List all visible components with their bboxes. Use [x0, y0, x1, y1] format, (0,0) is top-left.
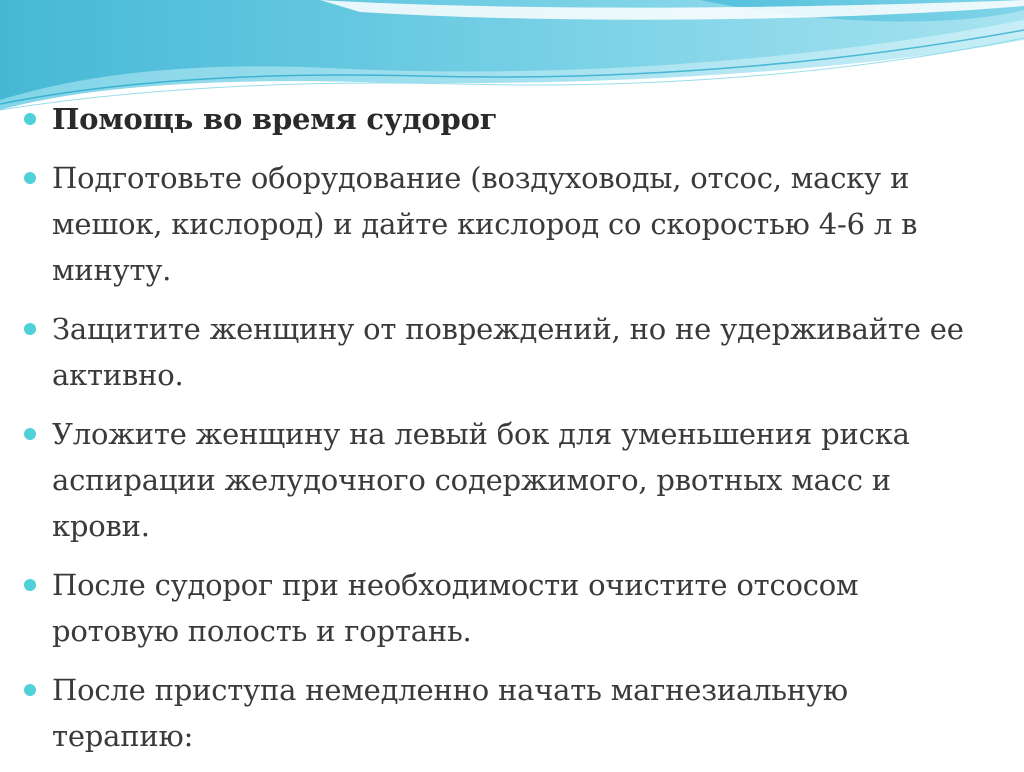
bullet-text: Помощь во время судорог	[52, 102, 498, 136]
bullet-item	[22, 562, 982, 654]
bullet-text: Уложите женщину на левый бок для уменьшения риска аспирации желудочного содержимого, рвотных масс и крови.	[52, 417, 910, 543]
bullet-text: После приступа немедленно начать магнезиальную терапию:	[52, 673, 848, 753]
bullet-dot-icon	[24, 323, 36, 335]
bullet-dot-icon	[24, 579, 36, 591]
bullet-dot-icon	[24, 684, 36, 696]
bullet-item	[22, 667, 982, 759]
bullet-item	[22, 411, 982, 549]
bullet-text: Подготовьте оборудование (воздуховоды, отсос, маску и мешок, кислород) и дайте кислород со скоростью 4-6 л в минуту.	[52, 161, 918, 287]
bullet-item	[22, 155, 982, 293]
bullet-list	[22, 96, 982, 772]
bullet-dot-icon	[24, 172, 36, 184]
bullet-item-heading	[22, 96, 982, 142]
bullet-text: После судорог при необходимости очистите отсосом ротовую полость и гортань.	[52, 568, 859, 648]
bullet-dot-icon	[24, 113, 36, 125]
bullet-dot-icon	[24, 428, 36, 440]
bullet-item	[22, 306, 982, 398]
bullet-text: Защитите женщину от повреждений, но не удерживайте ее активно.	[52, 312, 964, 392]
